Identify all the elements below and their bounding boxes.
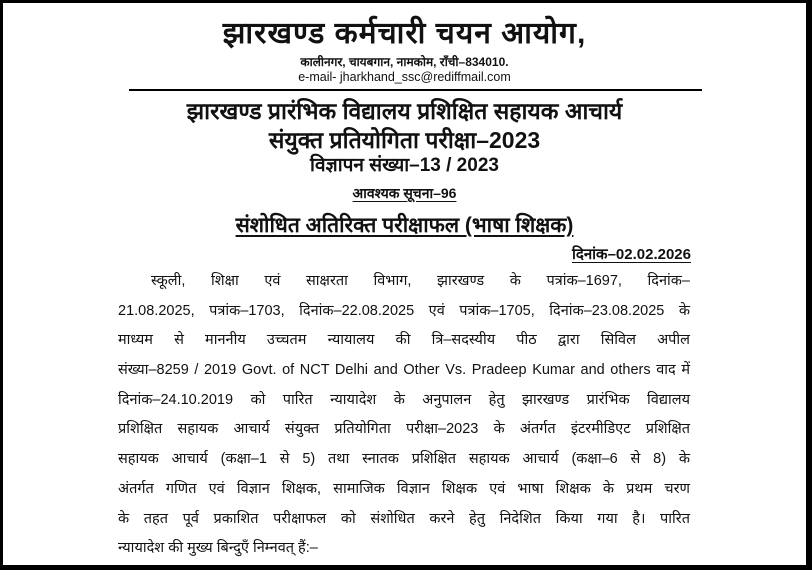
notice-body: [118, 269, 690, 566]
header-divider: [129, 89, 702, 91]
exam-title-line2: संयुक्त प्रतियोगिता परीक्षा–2023: [268, 127, 541, 153]
notice-subject: संशोधित अतिरिक्त परीक्षाफल (भाषा शिक्षक): [235, 214, 574, 237]
organization-address: कालीनगर, चायबगान, नामकोम, राँची–834010.: [300, 55, 509, 69]
body-line: स्कूली, शिक्षा एवं साक्षरता विभाग, झारखण्ड के पत्रांक–1697, दिनांक–: [151, 273, 690, 289]
exam-title-line1: झारखण्ड प्रारंभिक विद्यालय प्रशिक्षित सहायक आचार्य: [186, 98, 623, 124]
body-line: न्यायादेश की मुख्य बिन्दुएँ निम्नवत् हैं:–: [118, 540, 318, 557]
advertisement-number: विज्ञापन संख्या–13 / 2023: [310, 155, 499, 176]
organization-email: e-mail- jharkhand_ssc@rediffmail.com: [298, 70, 511, 84]
notice-number: आवश्यक सूचना–96: [352, 185, 457, 201]
notice-subject-wrap: [3, 211, 806, 239]
organization-name: झारखण्ड कर्मचारी चयन आयोग,: [222, 17, 587, 50]
notice-date: दिनांक–02.02.2026: [572, 246, 691, 263]
body-line: दिनांक–24.10.2019 को पारित न्यायादेश के अनुपालन हेतु झारखण्ड प्रारंभिक विद्यालय: [118, 391, 690, 408]
notice-number-wrap: [3, 184, 806, 203]
body-line: 21.08.2025, पत्रांक–1703, दिनांक–22.08.2025 एवं पत्रांक–1705, दिनांक–23.08.2025 के: [118, 302, 690, 319]
body-line: के तहत पूर्व प्रकाशित परीक्षाफल को संशोधित करने हेतु निदेशित किया गया है। पारित: [118, 510, 690, 527]
body-line: प्रशिक्षित सहायक आचार्य संयुक्त प्रतियोगिता परीक्षा–2023 के अंतर्गत इंटरमीडिएट प्रशिक्षित: [118, 421, 690, 438]
body-line: अंतर्गत गणित एवं विज्ञान शिक्षक, सामाजिक विज्ञान शिक्षक एवं भाषा शिक्षक के प्रथम चरण: [118, 480, 690, 497]
document-page: [3, 3, 806, 565]
body-line: माध्यम से माननीय उच्चतम न्यायालय की त्रि–सदस्यीय पीठ द्वारा सिविल अपील: [118, 332, 690, 349]
body-line: संख्या–8259 / 2019 Govt. of NCT Delhi and Other Vs. Pradeep Kumar and others वाद में: [118, 362, 690, 379]
body-line: सहायक आचार्य (कक्षा–1 से 5) तथा स्नातक प्रशिक्षित सहायक आचार्य (कक्षा–6 से 8) के: [118, 451, 690, 468]
